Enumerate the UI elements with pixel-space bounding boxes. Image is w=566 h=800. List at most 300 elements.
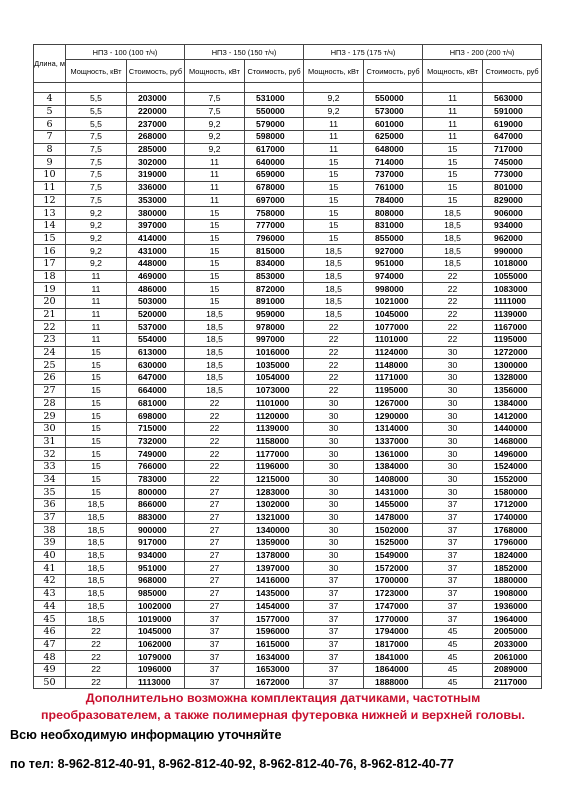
power-cell: 11 <box>423 118 483 131</box>
power-cell: 37 <box>423 537 483 550</box>
power-cell: 18,5 <box>423 219 483 232</box>
power-cell: 18,5 <box>185 321 245 334</box>
price-cell: 1378000 <box>245 549 304 562</box>
power-cell: 9,2 <box>304 105 364 118</box>
price-cell: 853000 <box>245 270 304 283</box>
price-cell: 1552000 <box>483 473 542 486</box>
length-cell: 4 <box>34 93 66 106</box>
price-cell: 715000 <box>127 422 185 435</box>
price-cell: 1496000 <box>483 448 542 461</box>
price-cell: 537000 <box>127 321 185 334</box>
price-cell: 573000 <box>364 105 423 118</box>
price-cell: 698000 <box>127 410 185 423</box>
power-cell: 45 <box>423 663 483 676</box>
power-cell: 9,2 <box>304 93 364 106</box>
group-header-npz-150: НПЗ - 150 (150 т/ч) <box>185 45 304 60</box>
power-cell: 18,5 <box>66 613 127 626</box>
price-cell: 1817000 <box>364 638 423 651</box>
table-row <box>34 676 542 689</box>
power-cell: 15 <box>66 372 127 385</box>
power-cell: 18,5 <box>185 359 245 372</box>
price-cell: 906000 <box>483 207 542 220</box>
power-cell: 37 <box>304 613 364 626</box>
power-cell: 30 <box>304 422 364 435</box>
power-cell: 22 <box>423 308 483 321</box>
power-cell: 22 <box>304 359 364 372</box>
power-cell: 9,2 <box>66 219 127 232</box>
power-cell: 45 <box>423 676 483 689</box>
power-cell: 15 <box>304 194 364 207</box>
price-cell: 617000 <box>245 143 304 156</box>
table-row <box>34 397 542 410</box>
power-cell: 11 <box>185 169 245 182</box>
power-cell: 30 <box>304 460 364 473</box>
power-cell: 30 <box>304 473 364 486</box>
power-cell: 18,5 <box>423 232 483 245</box>
length-cell: 38 <box>34 524 66 537</box>
length-cell: 26 <box>34 372 66 385</box>
price-cell: 1018000 <box>483 257 542 270</box>
price-cell: 1435000 <box>245 587 304 600</box>
price-cell: 563000 <box>483 93 542 106</box>
power-cell: 5,5 <box>66 105 127 118</box>
price-cell: 959000 <box>245 308 304 321</box>
power-cell: 7,5 <box>66 181 127 194</box>
power-cell: 11 <box>423 131 483 144</box>
price-cell: 714000 <box>364 156 423 169</box>
power-cell: 37 <box>304 575 364 588</box>
price-cell: 934000 <box>127 549 185 562</box>
power-cell: 37 <box>304 676 364 689</box>
length-cell: 23 <box>34 334 66 347</box>
power-cell: 30 <box>423 448 483 461</box>
power-header: Мощность, кВт <box>66 60 127 83</box>
price-cell: 203000 <box>127 93 185 106</box>
length-cell: 12 <box>34 194 66 207</box>
price-cell: 1634000 <box>245 651 304 664</box>
price-cell: 978000 <box>245 321 304 334</box>
price-cell: 1408000 <box>364 473 423 486</box>
price-cell: 302000 <box>127 156 185 169</box>
power-cell: 22 <box>185 448 245 461</box>
power-cell: 18,5 <box>304 245 364 258</box>
power-cell: 22 <box>185 460 245 473</box>
power-cell: 9,2 <box>185 131 245 144</box>
price-cell: 766000 <box>127 460 185 473</box>
power-cell: 15 <box>185 245 245 258</box>
length-cell: 41 <box>34 562 66 575</box>
price-cell: 554000 <box>127 334 185 347</box>
power-cell: 22 <box>304 384 364 397</box>
length-cell: 6 <box>34 118 66 131</box>
power-cell: 37 <box>423 549 483 562</box>
price-cell: 2061000 <box>483 651 542 664</box>
power-cell: 30 <box>304 549 364 562</box>
table-row <box>34 105 542 118</box>
power-cell: 18,5 <box>304 283 364 296</box>
price-cell: 681000 <box>127 397 185 410</box>
table-row <box>34 460 542 473</box>
power-cell: 15 <box>423 143 483 156</box>
price-cell: 783000 <box>127 473 185 486</box>
price-cell: 1195000 <box>483 334 542 347</box>
price-cell: 1077000 <box>364 321 423 334</box>
power-cell: 30 <box>423 384 483 397</box>
power-cell: 30 <box>423 473 483 486</box>
power-cell: 45 <box>423 638 483 651</box>
power-cell: 7,5 <box>66 131 127 144</box>
price-cell: 1596000 <box>245 625 304 638</box>
power-cell: 15 <box>423 169 483 182</box>
price-cell: 1768000 <box>483 524 542 537</box>
power-cell: 22 <box>423 296 483 309</box>
length-cell: 46 <box>34 625 66 638</box>
price-cell: 761000 <box>364 181 423 194</box>
price-cell: 1796000 <box>483 537 542 550</box>
power-cell: 15 <box>185 270 245 283</box>
price-cell: 1525000 <box>364 537 423 550</box>
price-cell: 1712000 <box>483 499 542 512</box>
power-cell: 30 <box>423 359 483 372</box>
price-cell: 717000 <box>483 143 542 156</box>
price-cell: 268000 <box>127 131 185 144</box>
length-header: Длина, м <box>34 45 66 83</box>
price-cell: 998000 <box>364 283 423 296</box>
price-cell: 777000 <box>245 219 304 232</box>
length-cell: 44 <box>34 600 66 613</box>
price-table <box>33 44 542 689</box>
power-cell: 30 <box>304 397 364 410</box>
table-row <box>34 638 542 651</box>
table-body <box>34 93 542 689</box>
price-cell: 1794000 <box>364 625 423 638</box>
power-cell: 15 <box>185 296 245 309</box>
table-row <box>34 232 542 245</box>
power-cell: 45 <box>423 625 483 638</box>
table-row <box>34 321 542 334</box>
price-cell: 1045000 <box>364 308 423 321</box>
price-cell: 1455000 <box>364 499 423 512</box>
power-cell: 18,5 <box>304 308 364 321</box>
price-cell: 1468000 <box>483 435 542 448</box>
power-cell: 37 <box>304 587 364 600</box>
power-cell: 27 <box>185 600 245 613</box>
power-header: Мощность, кВт <box>423 60 483 83</box>
table-row <box>34 118 542 131</box>
price-cell: 2005000 <box>483 625 542 638</box>
price-cell: 380000 <box>127 207 185 220</box>
price-cell: 927000 <box>364 245 423 258</box>
price-cell: 985000 <box>127 587 185 600</box>
price-cell: 1002000 <box>127 600 185 613</box>
power-cell: 18,5 <box>423 207 483 220</box>
price-cell: 951000 <box>364 257 423 270</box>
power-cell: 18,5 <box>185 346 245 359</box>
price-cell: 598000 <box>245 131 304 144</box>
power-cell: 30 <box>304 524 364 537</box>
table-row <box>34 587 542 600</box>
price-cell: 900000 <box>127 524 185 537</box>
price-cell: 1964000 <box>483 613 542 626</box>
power-cell: 11 <box>185 194 245 207</box>
table-row <box>34 524 542 537</box>
price-cell: 1653000 <box>245 663 304 676</box>
power-cell: 37 <box>185 638 245 651</box>
price-cell: 591000 <box>483 105 542 118</box>
power-cell: 37 <box>423 499 483 512</box>
price-cell: 1936000 <box>483 600 542 613</box>
price-cell: 829000 <box>483 194 542 207</box>
power-cell: 15 <box>66 346 127 359</box>
price-cell: 678000 <box>245 181 304 194</box>
table-row <box>34 448 542 461</box>
price-cell: 1300000 <box>483 359 542 372</box>
power-cell: 37 <box>304 663 364 676</box>
table-row <box>34 384 542 397</box>
power-cell: 22 <box>185 435 245 448</box>
power-cell: 11 <box>66 296 127 309</box>
power-cell: 5,5 <box>66 93 127 106</box>
price-cell: 469000 <box>127 270 185 283</box>
length-cell: 37 <box>34 511 66 524</box>
power-cell: 37 <box>423 600 483 613</box>
price-cell: 1167000 <box>483 321 542 334</box>
power-cell: 11 <box>185 156 245 169</box>
power-cell: 27 <box>185 575 245 588</box>
table-row <box>34 625 542 638</box>
power-cell: 27 <box>185 587 245 600</box>
power-cell: 9,2 <box>66 257 127 270</box>
table-row <box>34 473 542 486</box>
table-row <box>34 663 542 676</box>
table-row <box>34 600 542 613</box>
price-cell: 1302000 <box>245 499 304 512</box>
table-row <box>34 346 542 359</box>
price-cell: 872000 <box>245 283 304 296</box>
power-cell: 30 <box>304 511 364 524</box>
table-row <box>34 131 542 144</box>
power-cell: 22 <box>66 638 127 651</box>
length-cell: 19 <box>34 283 66 296</box>
price-cell: 1384000 <box>483 397 542 410</box>
power-cell: 18,5 <box>304 296 364 309</box>
power-cell: 37 <box>423 524 483 537</box>
power-cell: 30 <box>304 448 364 461</box>
power-cell: 15 <box>66 422 127 435</box>
power-cell: 18,5 <box>185 384 245 397</box>
price-cell: 1908000 <box>483 587 542 600</box>
power-cell: 22 <box>66 676 127 689</box>
price-cell: 414000 <box>127 232 185 245</box>
length-cell: 17 <box>34 257 66 270</box>
power-cell: 9,2 <box>66 232 127 245</box>
length-cell: 27 <box>34 384 66 397</box>
power-cell: 18,5 <box>66 600 127 613</box>
price-cell: 1195000 <box>364 384 423 397</box>
power-cell: 27 <box>185 486 245 499</box>
length-cell: 42 <box>34 575 66 588</box>
power-cell: 18,5 <box>185 308 245 321</box>
group-header-npz-175: НПЗ - 175 (175 т/ч) <box>304 45 423 60</box>
power-cell: 22 <box>66 625 127 638</box>
price-cell: 319000 <box>127 169 185 182</box>
price-cell: 1356000 <box>483 384 542 397</box>
table-row <box>34 194 542 207</box>
group-header-npz-200: НПЗ - 200 (200 т/ч) <box>423 45 542 60</box>
power-cell: 22 <box>66 663 127 676</box>
price-cell: 815000 <box>245 245 304 258</box>
price-cell: 784000 <box>364 194 423 207</box>
table-row <box>34 207 542 220</box>
power-cell: 37 <box>304 651 364 664</box>
power-cell: 15 <box>304 169 364 182</box>
power-cell: 30 <box>423 486 483 499</box>
price-table-container <box>33 44 541 689</box>
price-cell: 1615000 <box>245 638 304 651</box>
price-cell: 1740000 <box>483 511 542 524</box>
table-row <box>34 283 542 296</box>
power-cell: 11 <box>304 143 364 156</box>
price-cell: 1397000 <box>245 562 304 575</box>
price-cell: 520000 <box>127 308 185 321</box>
power-cell: 37 <box>185 676 245 689</box>
price-cell: 934000 <box>483 219 542 232</box>
price-cell: 990000 <box>483 245 542 258</box>
power-cell: 7,5 <box>66 194 127 207</box>
price-cell: 1549000 <box>364 549 423 562</box>
power-cell: 15 <box>66 410 127 423</box>
length-cell: 25 <box>34 359 66 372</box>
price-cell: 732000 <box>127 435 185 448</box>
price-cell: 1021000 <box>364 296 423 309</box>
price-cell: 220000 <box>127 105 185 118</box>
power-cell: 15 <box>304 219 364 232</box>
price-cell: 737000 <box>364 169 423 182</box>
length-cell: 16 <box>34 245 66 258</box>
power-cell: 15 <box>423 156 483 169</box>
price-cell: 1412000 <box>483 410 542 423</box>
length-cell: 5 <box>34 105 66 118</box>
length-cell: 30 <box>34 422 66 435</box>
price-cell: 237000 <box>127 118 185 131</box>
price-cell: 1035000 <box>245 359 304 372</box>
length-cell: 14 <box>34 219 66 232</box>
length-cell: 7 <box>34 131 66 144</box>
length-cell: 29 <box>34 410 66 423</box>
table-header <box>34 45 542 93</box>
price-cell: 1770000 <box>364 613 423 626</box>
price-cell: 613000 <box>127 346 185 359</box>
length-cell: 48 <box>34 651 66 664</box>
price-cell: 619000 <box>483 118 542 131</box>
length-cell: 20 <box>34 296 66 309</box>
length-cell: 32 <box>34 448 66 461</box>
price-cell: 1283000 <box>245 486 304 499</box>
length-cell: 18 <box>34 270 66 283</box>
power-cell: 18,5 <box>423 257 483 270</box>
price-cell: 664000 <box>127 384 185 397</box>
power-cell: 22 <box>304 346 364 359</box>
price-cell: 1158000 <box>245 435 304 448</box>
table-row <box>34 435 542 448</box>
price-cell: 1139000 <box>245 422 304 435</box>
price-cell: 1113000 <box>127 676 185 689</box>
table-row <box>34 422 542 435</box>
length-cell: 28 <box>34 397 66 410</box>
power-cell: 37 <box>423 511 483 524</box>
power-cell: 27 <box>185 511 245 524</box>
power-cell: 15 <box>304 156 364 169</box>
power-cell: 30 <box>423 422 483 435</box>
power-cell: 30 <box>423 372 483 385</box>
length-cell: 9 <box>34 156 66 169</box>
price-cell: 1440000 <box>483 422 542 435</box>
price-cell: 353000 <box>127 194 185 207</box>
price-cell: 801000 <box>483 181 542 194</box>
power-cell: 37 <box>304 625 364 638</box>
table-row <box>34 486 542 499</box>
price-cell: 1079000 <box>127 651 185 664</box>
length-cell: 21 <box>34 308 66 321</box>
power-cell: 37 <box>185 613 245 626</box>
power-cell: 11 <box>66 270 127 283</box>
power-cell: 37 <box>185 625 245 638</box>
length-cell: 24 <box>34 346 66 359</box>
power-cell: 15 <box>423 194 483 207</box>
price-cell: 1880000 <box>483 575 542 588</box>
table-row <box>34 651 542 664</box>
power-cell: 27 <box>185 549 245 562</box>
price-cell: 997000 <box>245 334 304 347</box>
price-cell: 1045000 <box>127 625 185 638</box>
table-row <box>34 499 542 512</box>
price-cell: 962000 <box>483 232 542 245</box>
price-cell: 1314000 <box>364 422 423 435</box>
price-cell: 2033000 <box>483 638 542 651</box>
power-cell: 9,2 <box>66 245 127 258</box>
power-cell: 15 <box>185 219 245 232</box>
power-cell: 30 <box>423 397 483 410</box>
power-cell: 11 <box>66 308 127 321</box>
table-row <box>34 359 542 372</box>
power-cell: 30 <box>423 410 483 423</box>
phone-numbers: по тел: 8-962-812-40-91, 8-962-812-40-92, 8-962-812-40-76, 8-962-812-40-77 <box>10 757 454 771</box>
price-cell: 1864000 <box>364 663 423 676</box>
power-cell: 30 <box>304 499 364 512</box>
price-cell: 1177000 <box>245 448 304 461</box>
power-cell: 18,5 <box>66 537 127 550</box>
price-cell: 745000 <box>483 156 542 169</box>
power-cell: 15 <box>185 232 245 245</box>
price-header: Стоимость, руб <box>364 60 423 83</box>
price-cell: 1148000 <box>364 359 423 372</box>
header-spacer-row <box>34 83 542 93</box>
price-cell: 968000 <box>127 575 185 588</box>
table-row <box>34 537 542 550</box>
power-cell: 45 <box>423 651 483 664</box>
price-cell: 659000 <box>245 169 304 182</box>
table-row <box>34 143 542 156</box>
price-cell: 1337000 <box>364 435 423 448</box>
power-cell: 37 <box>423 575 483 588</box>
price-cell: 1747000 <box>364 600 423 613</box>
table-row <box>34 181 542 194</box>
power-cell: 7,5 <box>185 105 245 118</box>
power-cell: 18,5 <box>304 257 364 270</box>
price-cell: 1340000 <box>245 524 304 537</box>
price-header: Стоимость, руб <box>127 60 185 83</box>
length-cell: 50 <box>34 676 66 689</box>
